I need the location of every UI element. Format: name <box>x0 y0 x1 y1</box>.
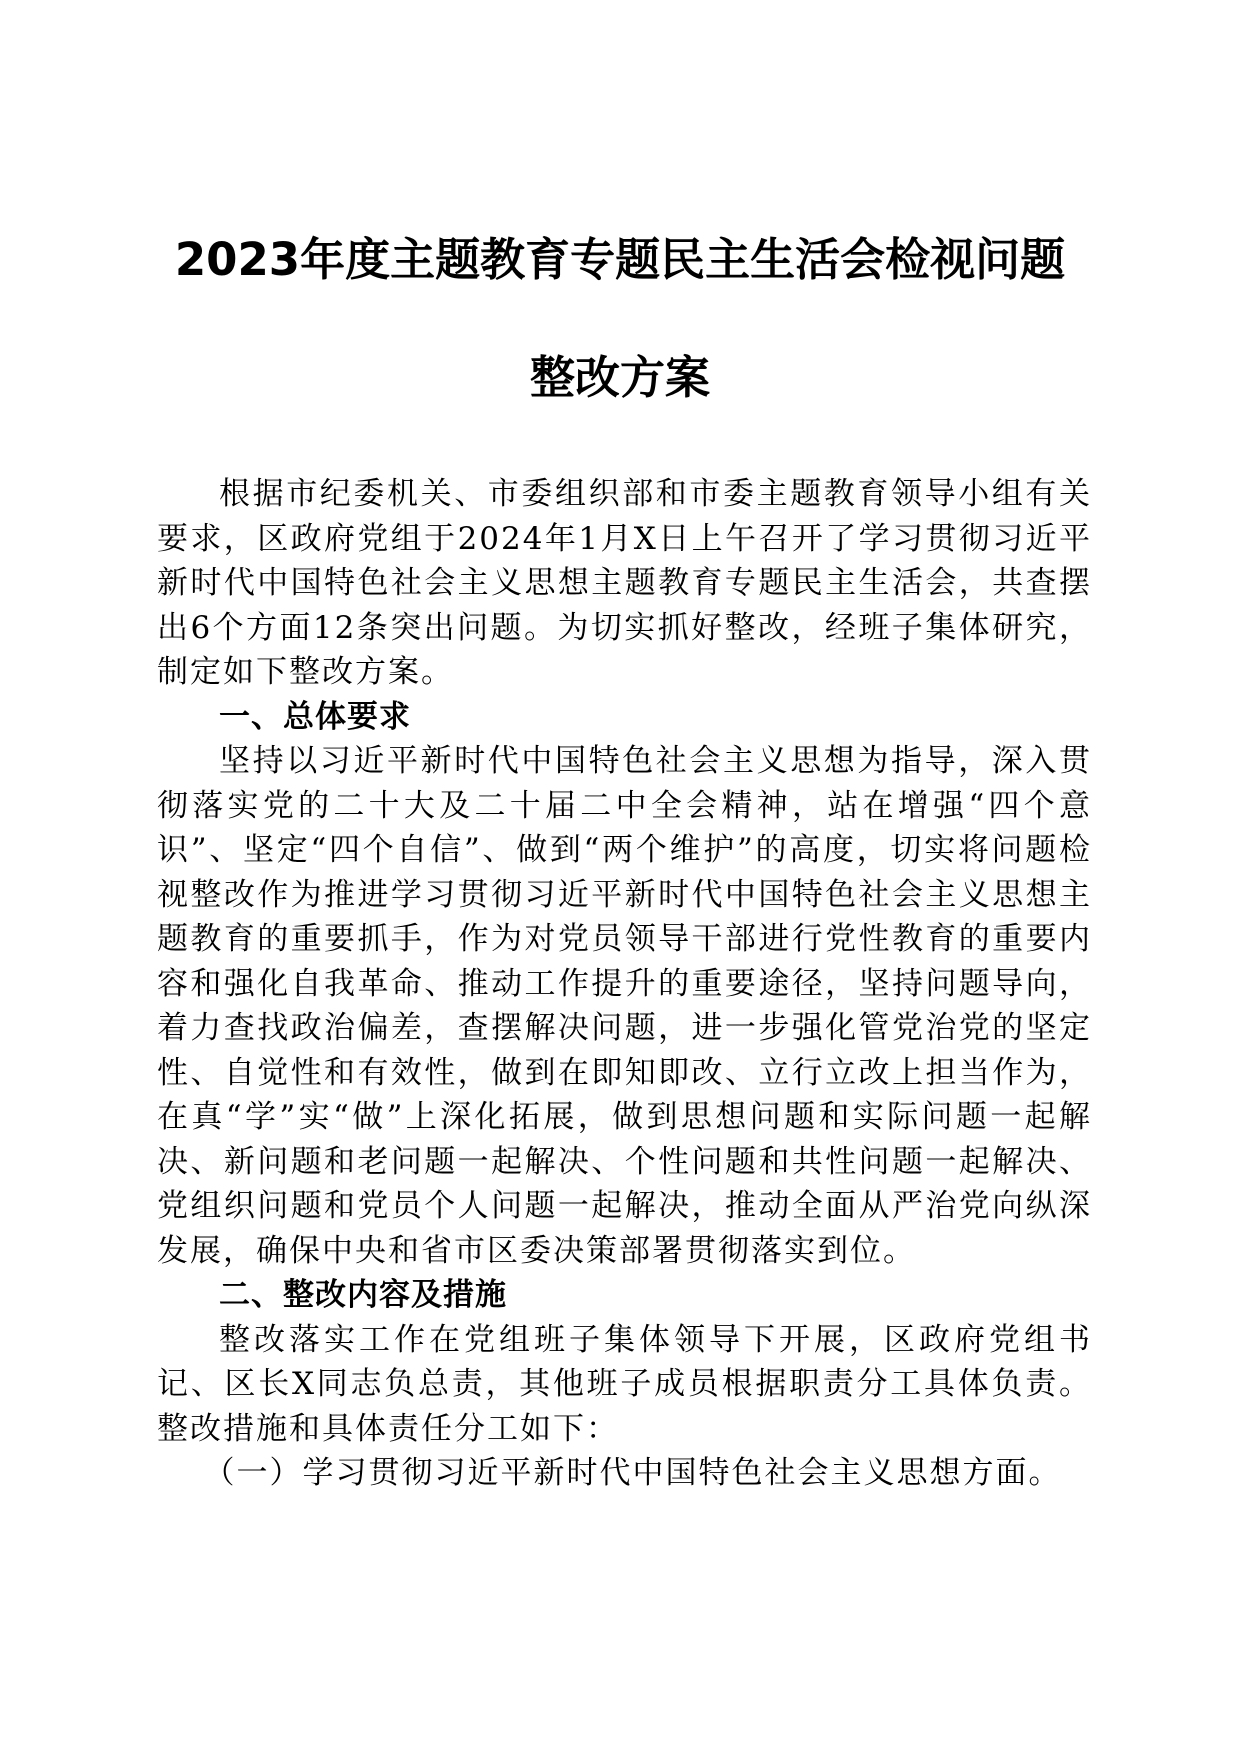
general-requirements-paragraph: 坚持以习近平新时代中国特色社会主义思想为指导，深入贯彻落实党的二十大及二十届二中全会精神，站在增强“四个意识”、坚定“四个自信”、做到“两个维护”的高度，切实将问题检视整改作为推进学习贯彻习近平新时代中国特色社会主义思想主题教育的重要抓手，作为对党员领导干部进行党性教育的重要内容和强化自我革命、推动工作提升的重要途径，坚持问题导向，着力查找政治偏差，查摆解决问题，进一步强化管党治党的坚定性、自觉性和有效性，做到在即知即改、立行立改上担当作为，在真“学”实“做”上深化拓展，做到思想问题和实际问题一起解决、新问题和老问题一起解决、个性问题和共性问题一起解决、党组织问题和党员个人问题一起解决，推动全面从严治党向纵深发展，确保中央和省市区委决策部署贯彻落实到位。 <box>157 743 1092 1269</box>
section-heading-rectification-measures: 二、整改内容及措施 <box>219 1277 507 1313</box>
rectification-measures-paragraph: 整改落实工作在党组班子集体领导下开展，区政府党组书记、区长X同志负总责，其他班子成员根据职责分工具体负责。整改措施和具体责任分工如下： <box>157 1321 1092 1447</box>
subsection-heading-study-thought: （一）学习贯彻习近平新时代中国特色社会主义思想方面。 <box>203 1455 1062 1491</box>
document-title-line-1: 2023年度主题教育专题民主生活会检视问题 <box>174 233 1066 286</box>
document-title-line-2: 整改方案 <box>529 351 710 404</box>
intro-paragraph: 根据市纪委机关、市委组织部和市委主题教育领导小组有关要求，区政府党组于2024年1月X日上午召开了学习贯彻习近平新时代中国特色社会主义思想主题教育专题民主生活会，共查摆出6个方面12条突出问题。为切实抓好整改，经班子集体研究，制定如下整改方案。 <box>157 476 1092 690</box>
document-body <box>157 472 1092 1496</box>
section-heading-general-requirements: 一、总体要求 <box>219 698 411 735</box>
